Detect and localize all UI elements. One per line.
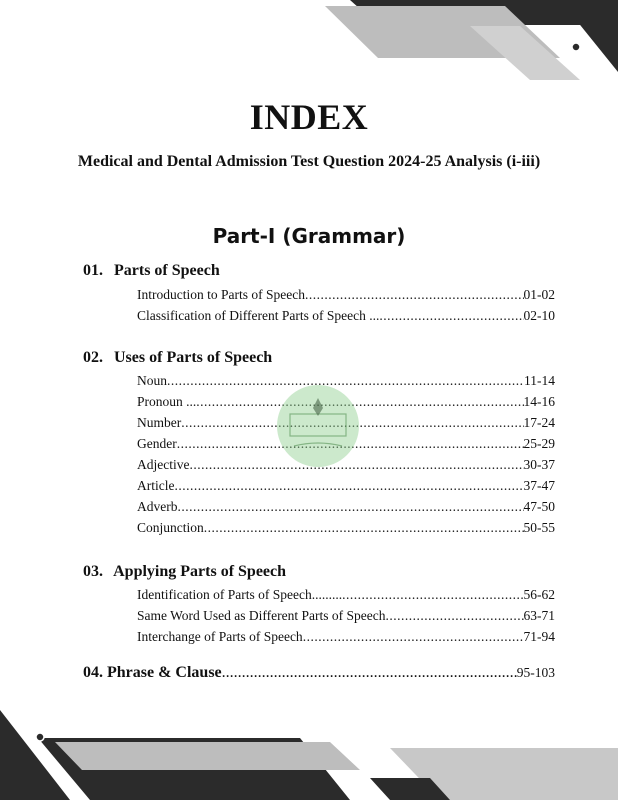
toc-entry-pages: 47-50 [523, 499, 555, 514]
section-title: Applying Parts of Speech [113, 563, 287, 580]
toc-entry-label: Conjunction [137, 520, 204, 535]
toc-entry-pages: 01-02 [523, 287, 555, 302]
dot-leader [303, 629, 524, 645]
toc-entry-label: Classification of Different Parts of Speech ... [137, 308, 380, 323]
toc-entry[interactable] [137, 608, 555, 624]
part-heading: Part-I (Grammar) [212, 224, 406, 248]
toc-entry-pages: 50-55 [523, 520, 555, 535]
section-number: 01. [83, 262, 103, 279]
dot-leader [305, 287, 524, 303]
dot-leader [222, 664, 517, 682]
toc-entry-pages: 25-29 [523, 436, 555, 451]
toc-entry-pages: 71-94 [523, 629, 555, 644]
toc-entry-pages: 17-24 [523, 415, 555, 430]
dot-leader [174, 478, 523, 494]
toc-entry-pages: 11-14 [524, 373, 555, 388]
section-heading [83, 262, 220, 280]
dot-leader [342, 587, 523, 603]
toc-entry-label: Introduction to Parts of Speech [137, 287, 305, 302]
bottom-light-stripe [55, 742, 360, 770]
section-number: 03. [83, 563, 103, 580]
toc-entry[interactable] [137, 499, 555, 515]
dot-leader [178, 499, 524, 515]
top-corner-dark [560, 0, 618, 72]
toc-entry-pages: 95-103 [516, 665, 555, 680]
toc-entry-label: Adjective [137, 457, 190, 472]
toc-entry-pages: 37-47 [523, 478, 555, 493]
watermark-logo [276, 384, 360, 468]
toc-entry-pages: 56-62 [523, 587, 555, 602]
toc-entry-label: Noun [137, 373, 167, 388]
section-heading [83, 349, 272, 367]
toc-entry[interactable] [137, 287, 555, 303]
toc-entry-label: 04. Phrase & Clause [83, 664, 222, 681]
toc-entry-label: Number [137, 415, 182, 430]
section-number: 02. [83, 349, 103, 366]
toc-entry-pages: 30-37 [523, 457, 555, 472]
toc-entry-label: Identification of Parts of Speech......... [137, 587, 343, 602]
toc-entry-label: Same Word Used as Different Parts of Speech [137, 608, 386, 623]
section-heading [83, 563, 286, 581]
toc-entry[interactable] [137, 629, 555, 645]
toc-entry[interactable] [137, 520, 555, 536]
toc-entry-pages: 14-16 [523, 394, 555, 409]
page-title: INDEX [249, 97, 369, 137]
toc-entry-label: Interchange of Parts of Speech [137, 629, 303, 644]
toc-entry[interactable] [137, 587, 555, 603]
toc-entry[interactable] [137, 478, 555, 494]
dot-leader [204, 520, 524, 536]
bottom-stripe-dot [36, 733, 44, 741]
page-subtitle: Medical and Dental Admission Test Question 2024-25 Analysis (i-iii) [77, 153, 541, 170]
toc-entry-label: Adverb [137, 499, 178, 514]
toc-entry-label: Gender [137, 436, 177, 451]
dot-leader [385, 608, 523, 624]
toc-entry-label: Article [137, 478, 175, 493]
section-title: Uses of Parts of Speech [114, 349, 273, 366]
dot-leader [379, 308, 523, 324]
toc-entry-label: Pronoun ... [137, 394, 197, 409]
toc-entry-phrase-clause[interactable] [83, 664, 555, 682]
top-stripe-dot [572, 43, 580, 51]
toc-entry-pages: 02-10 [523, 308, 555, 323]
section-title: Parts of Speech [114, 262, 220, 279]
toc-entry-pages: 63-71 [523, 608, 555, 623]
toc-entry[interactable] [137, 308, 555, 324]
